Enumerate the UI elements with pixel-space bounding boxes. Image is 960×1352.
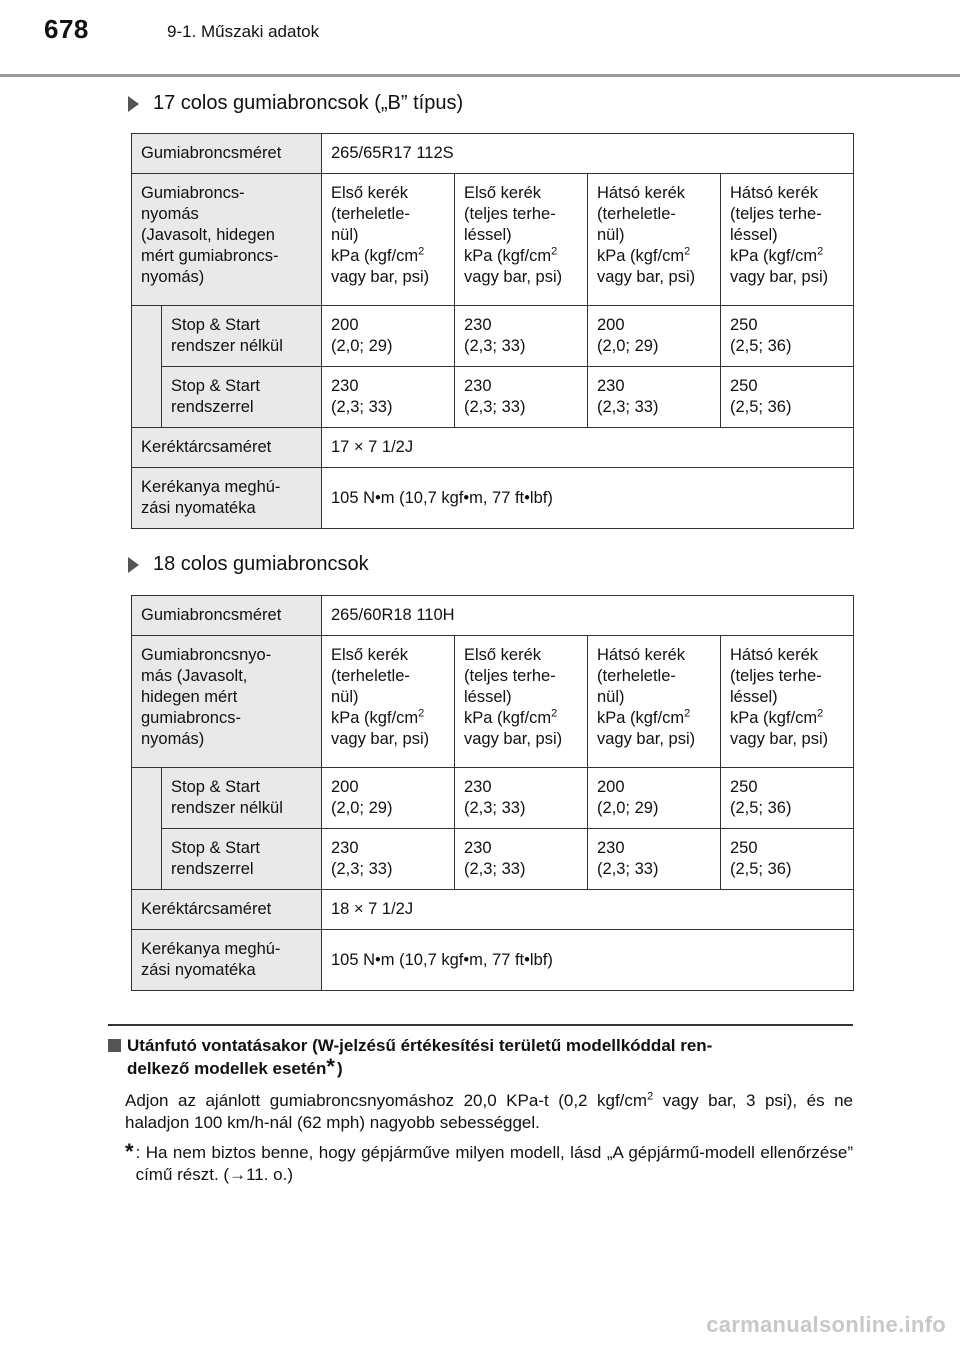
note-heading: Utánfutó vontatásakor (W-jelzésű értékesítési területű modellkóddal ren- delkező modellek esetén* ) — [108, 1035, 853, 1080]
nut-torque-label: Kerékanya meghú- zási nyomatéka — [132, 468, 322, 529]
table-cell: 230 (2,3; 33) — [455, 367, 588, 428]
nut-torque-label: Kerékanya meghú- zási nyomatéka — [132, 930, 322, 991]
table-cell: 230 (2,3; 33) — [322, 829, 455, 890]
pressure-label: Gumiabroncsnyo- más (Javasolt, hidegen mért gumiabroncs- nyomás) — [132, 636, 322, 768]
tire-size-label: Gumiabroncsméret — [132, 134, 322, 174]
tire-size-value: 265/60R18 110H — [322, 596, 854, 636]
section-17-title-text: 17 colos gumiabroncsok („B” típus) — [153, 92, 464, 114]
header-divider — [0, 74, 960, 77]
column-header: Hátsó kerék (teljes terhe- léssel) kPa ($kgf/cm^2$ vagy bar, psi) — [721, 174, 854, 306]
table-cell: 250 (2,5; 36) — [721, 367, 854, 428]
note-divider — [108, 1024, 853, 1026]
column-header: Hátsó kerék (teljes terhe- léssel) kPa ($kgf/cm^2$ vagy bar, psi) — [721, 636, 854, 768]
column-header: Első kerék (teljes terhe- léssel) kPa ($kgf/cm^2$ vagy bar, psi) — [455, 636, 588, 768]
rim-size-value: 17 × 7 1/2J — [322, 428, 854, 468]
towing-note — [108, 1035, 853, 1186]
bullet-triangle-icon — [128, 557, 139, 573]
table-cell: 200 (2,0; 29) — [322, 768, 455, 829]
table-cell: 250 (2,5; 36) — [721, 768, 854, 829]
table-cell: 200 (2,0; 29) — [588, 306, 721, 367]
tire-size-value: 265/65R17 112S — [322, 134, 854, 174]
section-18-title — [128, 553, 369, 576]
row-label: Stop & Start rendszerrel — [162, 367, 322, 428]
row-label: Stop & Start rendszer nélkül — [162, 306, 322, 367]
chapter-title: 9-1. Műszaki adatok — [167, 22, 320, 41]
indent-cell — [132, 768, 162, 890]
table-cell: 230 (2,3; 33) — [588, 367, 721, 428]
page-number: 678 — [44, 14, 89, 44]
table-cell: 200 (2,0; 29) — [322, 306, 455, 367]
note-body: Adjon az ajánlott gumiabroncsnyomáshoz 20,0 KPa-t (0,2 kgf/$cm^2$ vagy bar, 3 psi), és ne haladjon 100 km/h-nál (62 mph) nagyobb sebességgel. — [125, 1090, 853, 1132]
table-cell: 200 (2,0; 29) — [588, 768, 721, 829]
table-cell: 230 (2,3; 33) — [455, 306, 588, 367]
column-header: Első kerék (teljes terhe- léssel) kPa ($kgf/cm^2$ vagy bar, psi) — [455, 174, 588, 306]
table-cell: 230 (2,3; 33) — [455, 768, 588, 829]
column-header: Első kerék (terheletle- nül) kPa ($kgf/cm^2$ vagy bar, psi) — [322, 636, 455, 768]
nut-torque-value: 105 N•m (10,7 kgf•m, 77 ft•lbf) — [322, 468, 854, 529]
table-cell: 230 (2,3; 33) — [322, 367, 455, 428]
watermark: carmanualsonline.info — [706, 1312, 946, 1337]
section-17-title — [128, 92, 463, 115]
table-cell: 230 (2,3; 33) — [455, 829, 588, 890]
footnote: * : Ha nem biztos benne, hogy gépjárműve milyen modell, lásd „A gépjármű-modell ellenőrzése” című részt. (→11. o.) — [125, 1139, 853, 1184]
bullet-triangle-icon — [128, 96, 139, 112]
row-label: Stop & Start rendszer nélkül — [162, 768, 322, 829]
section-18-title-text: 18 colos gumiabroncsok — [153, 553, 369, 575]
indent-cell — [132, 306, 162, 428]
column-header: Hátsó kerék (terheletle- nül) kPa ($kgf/cm^2$ vagy bar, psi) — [588, 174, 721, 306]
column-header: Első kerék (terheletle- nül) kPa ($kgf/cm^2$ vagy bar, psi) — [322, 174, 455, 306]
table-cell: 250 (2,5; 36) — [721, 306, 854, 367]
square-bullet-icon — [108, 1039, 121, 1052]
rim-size-value: 18 × 7 1/2J — [322, 890, 854, 930]
tire-table-17 — [131, 133, 854, 529]
tire-size-label: Gumiabroncsméret — [132, 596, 322, 636]
pressure-label: Gumiabroncs- nyomás (Javasolt, hidegen mért gumiabroncs- nyomás) — [132, 174, 322, 306]
row-label: Stop & Start rendszerrel — [162, 829, 322, 890]
rim-size-label: Keréktárcsaméret — [132, 890, 322, 930]
rim-size-label: Keréktárcsaméret — [132, 428, 322, 468]
table-cell: 230 (2,3; 33) — [588, 829, 721, 890]
tire-table-18 — [131, 595, 854, 991]
table-cell: 250 (2,5; 36) — [721, 829, 854, 890]
column-header: Hátsó kerék (terheletle- nül) kPa ($kgf/cm^2$ vagy bar, psi) — [588, 636, 721, 768]
nut-torque-value: 105 N•m (10,7 kgf•m, 77 ft•lbf) — [322, 930, 854, 991]
